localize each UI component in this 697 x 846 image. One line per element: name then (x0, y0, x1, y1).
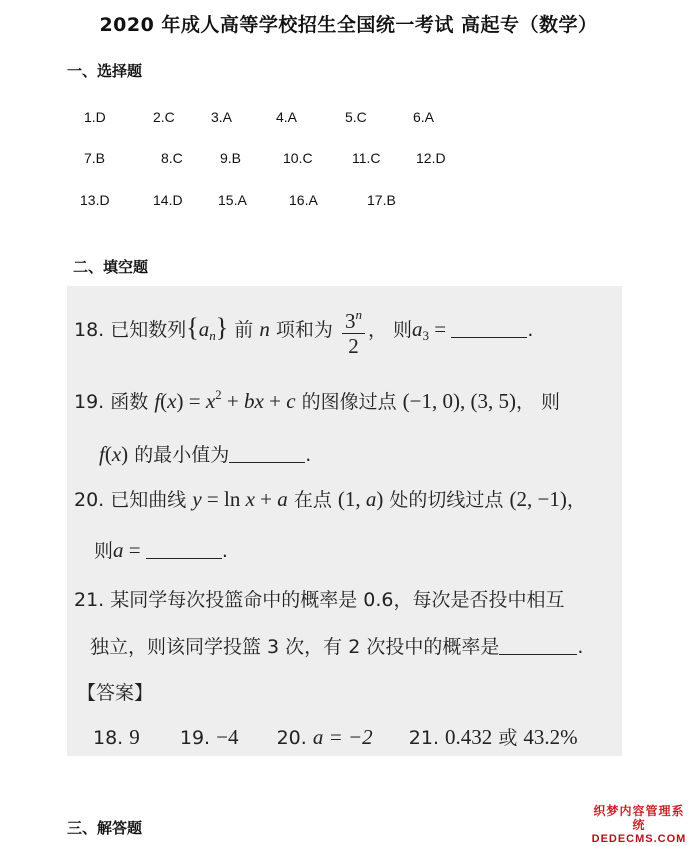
answer-value: 43.2% (523, 725, 578, 749)
q-text: 的图像过点 (301, 391, 397, 413)
q-text: 项和为 (275, 319, 333, 341)
question-19-line2: f(x) 的最小值为 . (99, 442, 312, 466)
answer-item: 4.A (276, 109, 298, 125)
question-20: 20. 已知曲线 y = ln x + a 在点 (1, a) 处的切线过点 (2, −1)， (74, 487, 586, 511)
answer-item: 15.A (218, 192, 247, 208)
answer-num: 18. (93, 727, 124, 749)
answer-item: 11.C (352, 150, 381, 166)
question-21-line2: 独立，则该同学投篮 3 次，有 2 次投中的概率是 . (90, 636, 584, 658)
watermark-line1: 织梦内容管理系统 (593, 804, 685, 832)
answer-value: a = −2 (312, 725, 373, 749)
section-heading-solve: 三、解答题 (67, 819, 143, 837)
q-text: ， 则 (367, 319, 413, 341)
answer-value: 0.432 (445, 725, 493, 749)
question-20-line2: 则a = . (94, 538, 228, 562)
answer-item: 7.B (84, 150, 106, 166)
q-text: 在点 (293, 489, 332, 511)
q-text: 处的切线过点 (389, 489, 504, 511)
section-heading-choice: 一、选择题 (67, 62, 143, 80)
answer-label: 【答案】 (77, 682, 154, 704)
answer-or: 或 (498, 727, 518, 749)
q-text: 独立，则该同学投篮 3 次，有 2 次投中的概率是 (90, 636, 500, 658)
answer-item: 16.A (289, 192, 318, 208)
page-title: 2020 年成人高等学校招生全国统一考试 高起专（数学） (99, 14, 598, 36)
question-21: 21. 某同学每次投篮命中的概率是 0.6，每次是否投中相互 (74, 589, 565, 611)
answer-item: 1.D (84, 109, 106, 125)
answer-item: 6.A (413, 109, 435, 125)
answer-item: 8.C (161, 150, 183, 166)
q-text: 已知曲线 (110, 489, 187, 511)
answer-num: 19. (179, 727, 211, 749)
fraction: $\frac{3^n}{2}$ (342, 303, 365, 358)
answers-row (93, 723, 578, 750)
answer-blank (499, 636, 577, 655)
fill-in-panel (67, 286, 622, 756)
answer-item: 9.B (220, 150, 242, 166)
answer-item: 14.D (153, 192, 183, 208)
answer-item: 17.B (367, 192, 396, 208)
answer-blank (146, 540, 222, 559)
answer-item: 2.C (153, 109, 175, 125)
q-text: 前 (234, 319, 254, 341)
answer-item: 10.C (283, 150, 313, 166)
answer-item: 3.A (211, 109, 233, 125)
question-19: 19. 函数 $f(x) = x^2$ + bx + c 的图像过点 (−1, 0), (3, 5)， 则 (74, 387, 560, 413)
q-number: 20. (74, 489, 105, 511)
q-text: ， 则 (515, 391, 560, 413)
answer-value: −4 (216, 725, 239, 749)
answer-value: 9 (129, 725, 140, 749)
watermark-line2: DEDECMS.COM (591, 833, 687, 845)
answer-item: 12.D (416, 150, 446, 166)
section-heading-fill: 二、填空题 (73, 258, 149, 276)
answer-item: 5.C (345, 109, 367, 125)
q-number: 19. (74, 391, 105, 413)
q-text: 已知数列 (110, 319, 187, 341)
answer-blank (451, 319, 527, 338)
q-text: 函数 (110, 391, 149, 413)
q-number: 18. (74, 319, 105, 341)
question-18: 18. 已知数列$\{a_n\}$ 前 n 项和为 $\frac{3^n}{2}$ ， 则$a_3$ = . (74, 303, 533, 358)
answer-item: 13.D (80, 192, 110, 208)
q-text: 则 (94, 540, 114, 562)
watermark (589, 804, 689, 846)
answer-num: 21. (408, 727, 439, 749)
answer-num: 20. (276, 727, 307, 749)
q-text: 的最小值为 (134, 444, 230, 466)
answer-blank (229, 444, 305, 463)
q-text: ， (566, 489, 586, 511)
